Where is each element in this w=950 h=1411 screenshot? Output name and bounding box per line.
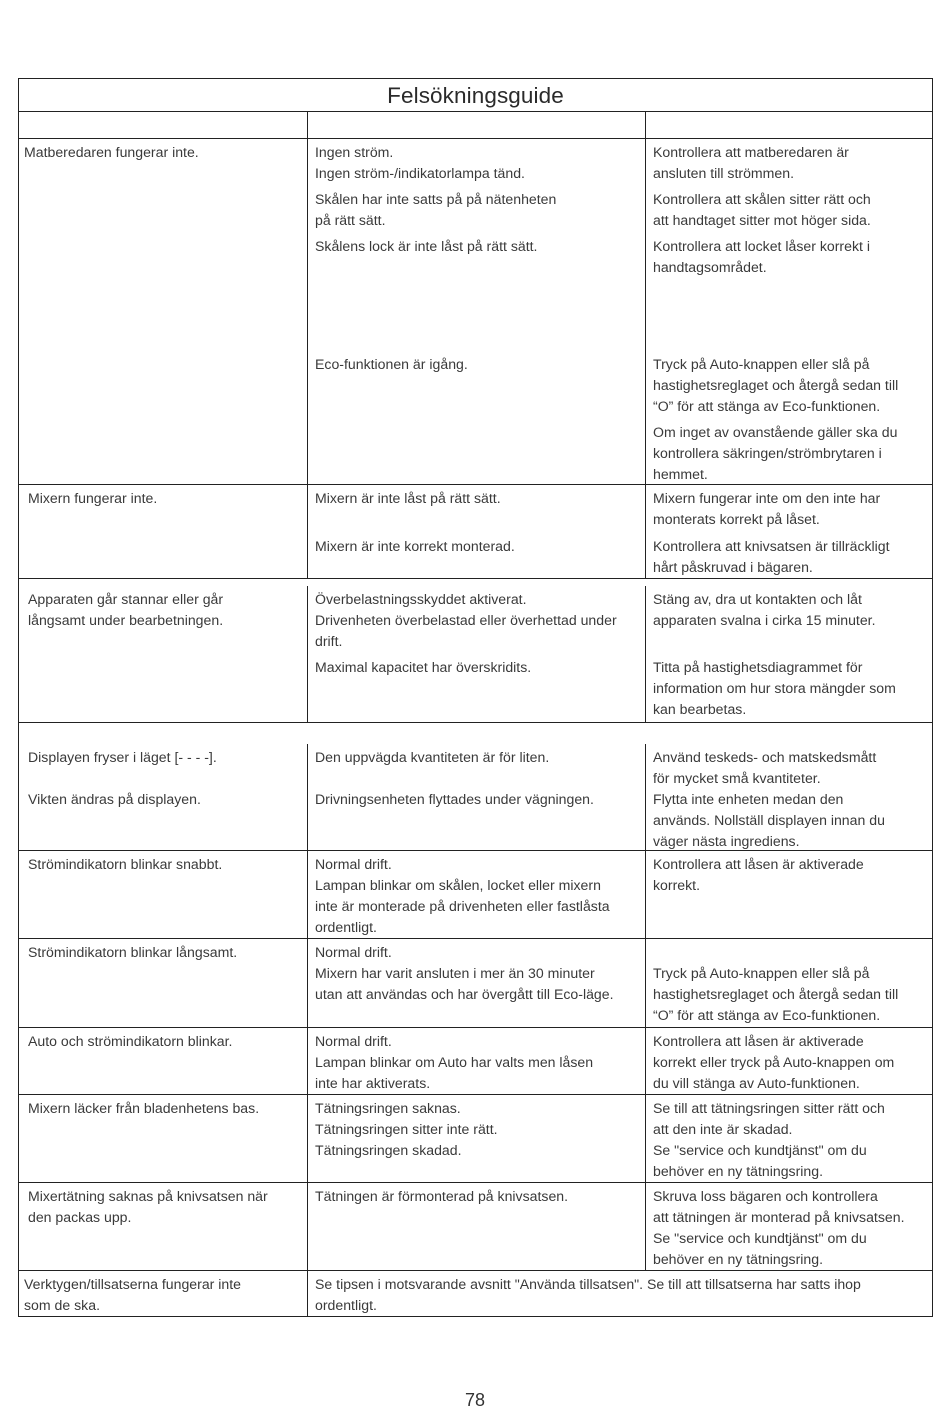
- problem-cell: [19, 485, 308, 578]
- table-row: [19, 485, 932, 579]
- table-row: [19, 579, 932, 723]
- problem-cell: [19, 744, 308, 850]
- table-row: [19, 1271, 932, 1317]
- cause-text: Överbelastningsskyddet aktiverat. Drivenheten överbelastad eller överhettad under drift.: [315, 591, 617, 649]
- combined-cause-solution-cell: [308, 1271, 932, 1316]
- solution-text: Tryck på Auto-knappen eller slå på hastighetsreglaget och återgå sedan till “O” för att stänga av Eco-funktionen.: [653, 965, 899, 1023]
- solution-text: Om inget av ovanstående gäller ska du kontrollera säkringen/strömbrytaren i hemmet.: [653, 424, 898, 482]
- problem-text: Mixertätning saknas på knivsatsen när den packas upp.: [28, 1188, 268, 1225]
- cause-cell: [308, 851, 646, 938]
- problem-text: Verktygen/tillsatserna fungerar inte som de ska.: [24, 1276, 242, 1313]
- solution-cell: [646, 851, 930, 938]
- solution-text: Tryck på Auto-knappen eller slå på hastighetsreglaget och återgå sedan till “O” för att stänga av Eco-funktionen.: [653, 356, 899, 414]
- cause-cell: [308, 139, 646, 484]
- problem-cell: [19, 139, 308, 484]
- table-row: [19, 1028, 932, 1095]
- cause-text: Normal drift. Mixern har varit ansluten i mer än 30 minuter utan att användas och har övergått till Eco-läge.: [315, 944, 614, 1002]
- solution-text: Titta på hastighetsdiagrammet för information om hur stora mängder som kan bearbetas.: [653, 659, 896, 717]
- problem-text: Displayen fryser i läget [- - - -].: [28, 749, 217, 765]
- cause-text: Mixern är inte korrekt monterad.: [315, 538, 515, 554]
- cause-cell: [308, 1028, 646, 1094]
- solution-cell: [646, 485, 930, 578]
- solution-text: Se till att tätningsringen sitter rätt och att den inte är skadad. Se "service och kundtjänst" om du behöver en ny tätningsring.: [653, 1100, 885, 1179]
- cause-text: Normal drift. Lampan blinkar om Auto har valts men låsen inte har aktiverats.: [315, 1033, 594, 1091]
- cause-text: Mixern är inte låst på rätt sätt.: [315, 490, 501, 506]
- combined-text: Se tipsen i motsvarande avsnitt "Använda tillsatsen". Se till att tillsatserna har satts ihop ordentligt.: [315, 1276, 861, 1313]
- solution-cell: [646, 939, 930, 1027]
- problem-text: Mixern fungerar inte.: [28, 490, 158, 506]
- troubleshooting-table: [18, 78, 933, 1317]
- cause-cell: [308, 1183, 646, 1270]
- table-header-row: [19, 112, 932, 139]
- cause-cell: [308, 939, 646, 1027]
- cause-text: Tätningsringen saknas. Tätningsringen sitter inte rätt. Tätningsringen skadad.: [315, 1100, 498, 1158]
- cause-cell: [308, 586, 646, 722]
- problem-cell: [19, 851, 308, 938]
- problem-cell: [19, 1095, 308, 1182]
- solution-text: Stäng av, dra ut kontakten och låt apparaten svalna i cirka 15 minuter.: [653, 591, 876, 628]
- cause-text: Eco-funktionen är igång.: [315, 356, 468, 372]
- cause-text: Ingen ström. Ingen ström-/indikatorlampa tänd.: [315, 144, 525, 181]
- solution-cell: [646, 1028, 930, 1094]
- problem-cell: [19, 1028, 308, 1094]
- solution-cell: [646, 1095, 930, 1182]
- solution-text: Kontrollera att knivsatsen är tillräckligt hårt påskruvad i bägaren.: [653, 538, 890, 575]
- solution-text: Använd teskeds- och matskedsmått för mycket små kvantiteter.: [653, 749, 877, 786]
- cause-text: Tätningen är förmonterad på knivsatsen.: [315, 1188, 569, 1204]
- solution-cell: [646, 586, 930, 722]
- problem-cell: [19, 586, 308, 722]
- solution-text: Mixern fungerar inte om den inte har monterats korrekt på låset.: [653, 490, 881, 527]
- solution-text: Kontrollera att matberedaren är ansluten till strömmen.: [653, 144, 849, 181]
- table-row: [19, 723, 932, 851]
- page-number: 78: [464, 1390, 486, 1410]
- problem-cell: [19, 1271, 308, 1316]
- table-row: [19, 851, 932, 939]
- cause-cell: [308, 1095, 646, 1182]
- cause-cell: [308, 485, 646, 578]
- cause-cell: [308, 744, 646, 850]
- solution-text: Skruva loss bägaren och kontrollera att tätningen är monterad på knivsatsen. Se "service och kundtjänst" om du behöver en ny tätningsring.: [653, 1188, 905, 1267]
- solution-text: Kontrollera att låsen är aktiverade korrekt eller tryck på Auto-knappen om du vill stänga av Auto-funktionen.: [653, 1033, 895, 1091]
- cause-text: Den uppvägda kvantiteten är för liten.: [315, 749, 550, 765]
- solution-cell: [646, 1183, 930, 1270]
- problem-text: Apparaten går stannar eller går långsamt under bearbetningen.: [28, 591, 224, 628]
- table-row: [19, 939, 932, 1028]
- problem-text: Vikten ändras på displayen.: [28, 791, 201, 807]
- problem-text: Mixern läcker från bladenhetens bas.: [28, 1100, 260, 1116]
- header-cell-cause: [308, 112, 646, 138]
- problem-text: Matberedaren fungerar inte.: [24, 144, 199, 160]
- problem-text: Strömindikatorn blinkar snabbt.: [28, 856, 223, 872]
- solution-text: Kontrollera att låsen är aktiverade korrekt.: [653, 856, 864, 893]
- problem-text: Strömindikatorn blinkar långsamt.: [28, 944, 238, 960]
- cause-text: Drivningsenheten flyttades under vägningen.: [315, 791, 594, 807]
- solution-text: Kontrollera att locket låser korrekt i handtagsområdet.: [653, 238, 870, 275]
- table-title-row: [19, 79, 932, 112]
- problem-text: Auto och strömindikatorn blinkar.: [28, 1033, 233, 1049]
- cause-text: Maximal kapacitet har överskridits.: [315, 659, 532, 675]
- problem-cell: [19, 1183, 308, 1270]
- solution-text: Flytta inte enheten medan den används. Nollställ displayen innan du väger nästa ingrediens.: [653, 791, 885, 849]
- table-title: Felsökningsguide: [387, 83, 564, 108]
- cause-text: Skålens lock är inte låst på rätt sätt.: [315, 238, 538, 254]
- header-cell-solution: [646, 112, 930, 138]
- table-row: [19, 139, 932, 485]
- header-cell-problem: [19, 112, 308, 138]
- problem-cell: [19, 939, 308, 1027]
- table-row: [19, 1183, 932, 1271]
- table-row: [19, 1095, 932, 1183]
- cause-text: Normal drift. Lampan blinkar om skålen, locket eller mixern inte är monterade på drivenheten eller fastlåsta ordentligt.: [315, 856, 610, 935]
- solution-cell: [646, 139, 930, 484]
- solution-cell: [646, 744, 930, 850]
- solution-text: Kontrollera att skålen sitter rätt och att handtaget sitter mot höger sida.: [653, 191, 871, 228]
- cause-text: Skålen har inte satts på på nätenheten på rätt sätt.: [315, 191, 557, 228]
